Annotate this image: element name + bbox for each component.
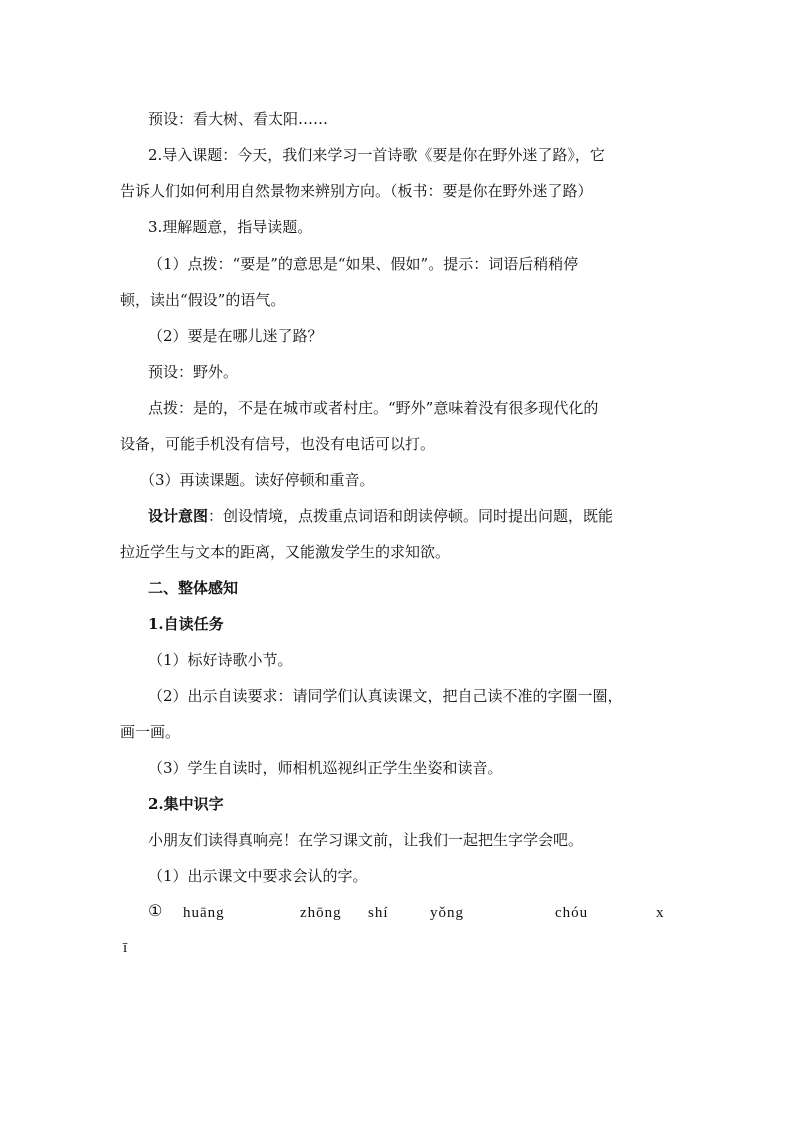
pinyin-syllable: yǒng — [430, 905, 464, 921]
paragraph-line: 预设：看大树、看太阳…… — [148, 110, 329, 128]
paragraph-line: 告诉人们如何利用自然景物来辨别方向。（板书：要是你在野外迷了路） — [120, 182, 593, 200]
paragraph-line: 设备，可能手机没有信号，也没有电话可以打。 — [120, 435, 436, 453]
paragraph-line: （2）要是在哪儿迷了路？ — [148, 327, 323, 345]
paragraph-line: 点拨：是的，不是在城市或者村庄。“野外”意味着没有很多现代化的 — [148, 399, 599, 417]
pinyin-syllable: huāng — [183, 905, 225, 921]
subsection-heading: 2.集中识字 — [148, 795, 224, 813]
subsection-heading: 1.自读任务 — [148, 615, 224, 633]
paragraph-line: （1）出示课文中要求会认的字。 — [148, 867, 368, 885]
paragraph-line: （1）标好诗歌小节。 — [148, 651, 293, 669]
paragraph-line: 3.理解题意，指导读题。 — [148, 218, 313, 236]
item-number: ① — [148, 901, 164, 920]
pinyin-syllable: ī — [123, 940, 129, 956]
pinyin-syllable: shí — [368, 905, 389, 921]
paragraph-line: （3）再读课题。读好停顿和重音。 — [140, 471, 375, 489]
paragraph-line: （2）出示自读要求：请同学们认真读课文，把自己读不准的字圈一圈， — [148, 687, 623, 705]
paragraph-line: 顿，读出“假设”的语气。 — [120, 291, 286, 309]
pinyin-syllable: zhōng — [300, 905, 342, 921]
paragraph-line: 预设：野外。 — [148, 363, 239, 381]
design-intent-line — [148, 506, 613, 526]
paragraph-line: 拉近学生与文本的距离，又能激发学生的求知欲。 — [120, 543, 451, 561]
design-intent-label: 设计意图 — [148, 507, 209, 525]
paragraph-line: （1）点拨：“要是”的意思是“如果、假如”。提示：词语后稍稍停 — [148, 255, 579, 273]
paragraph-line: 画一画。 — [120, 723, 181, 741]
design-intent-text: ：创设情境，点拨重点词语和朗读停顿。同时提出问题，既能 — [208, 507, 614, 525]
paragraph-line: 小朋友们读得真响亮！在学习课文前，让我们一起把生字学会吧。 — [148, 831, 584, 849]
paragraph-line: 2.导入课题：今天，我们来学习一首诗歌《要是你在野外迷了路》，它 — [148, 146, 605, 164]
paragraph-line: （3）学生自读时，师相机巡视纠正学生坐姿和读音。 — [148, 759, 503, 777]
pinyin-syllable: x — [656, 905, 665, 921]
section-heading: 二、整体感知 — [148, 579, 239, 597]
pinyin-syllable: chóu — [555, 905, 589, 921]
